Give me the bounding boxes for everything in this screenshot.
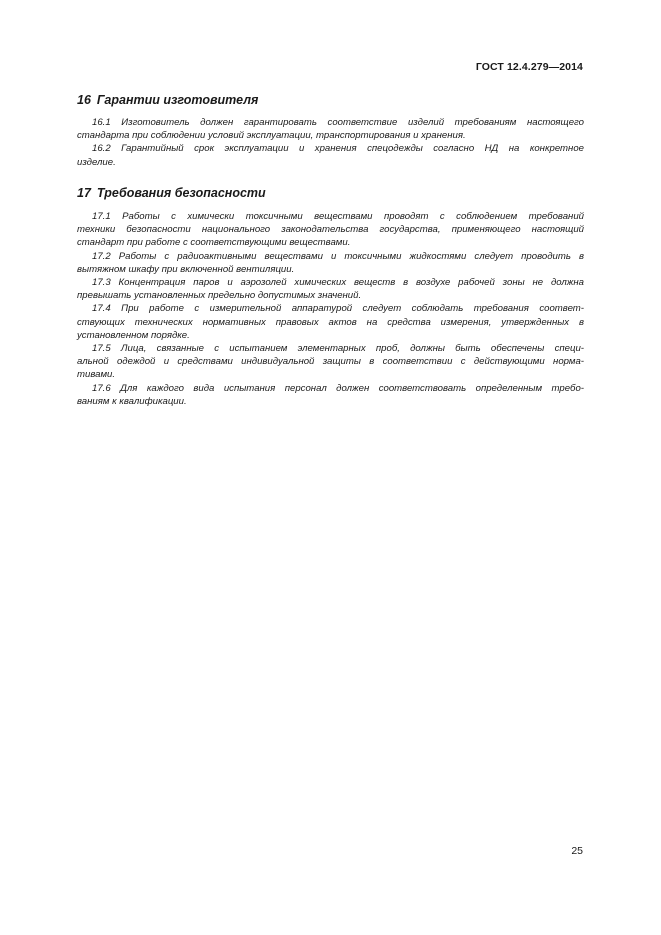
para-17-6-line-1: 17.6 Для каждого вида испытания персонал должен соответствовать определенным требо- [92, 382, 584, 394]
para-17-1-line-3: стандарт при работе с соответствующими веществами. [77, 237, 351, 249]
para-16-1-line-1: 16.1 Изготовитель должен гарантировать соответствие изделий требованиям настоящего [92, 117, 584, 128]
para-16-2-line-2: изделие. [77, 156, 116, 168]
para-16-1-line-2: стандарта при соблюдении условий эксплуатации, транспортирования и хранения. [77, 130, 466, 142]
section-16-body [77, 116, 584, 169]
section-17-title [77, 186, 266, 200]
para-16-2-line-1: 16.2 Гарантийный срок эксплуатации и хранения спецодежды согласно НД на конкретное [92, 143, 584, 155]
para-17-3-line-2: превышать установленных предельно допустимых значений. [77, 290, 362, 302]
para-17-4-line-3: установленном порядке. [77, 329, 190, 341]
para-17-6-line-2: ваниям к квалификации. [77, 395, 187, 407]
para-17-5-line-1: 17.5 Лица, связанные с испытанием элементарных проб, должны быть обеспечены специ- [92, 343, 584, 355]
section-title-text: Требования безопасности [96, 186, 266, 200]
para-17-1-line-2: техники безопасности национального законодательства государства, применяющего настоящий [77, 224, 584, 236]
para-17-3-line-1: 17.3 Концентрация паров и аэрозолей химических веществ в воздухе рабочей зоны не должна [92, 277, 584, 289]
para-17-2-line-1: 17.2 Работы с радиоактивными веществами и токсичными жидкостями следует проводить в [92, 250, 584, 262]
para-17-4-line-1: 17.4 При работе с измерительной аппаратурой следует соблюдать требования соответ- [92, 303, 584, 315]
para-17-5-line-2: альной одеждой и средствами индивидуальной защиты в соответствии с действующими норма- [77, 356, 584, 368]
para-17-5-line-3: тивами. [77, 369, 116, 381]
section-number: 17 [77, 186, 91, 200]
para-17-4-line-2: ствующих технических нормативных правовых актов на средства измерения, утвержденных в [77, 316, 584, 328]
para-17-1-line-1: 17.1 Работы с химически токсичными веществами проводят с соблюдением требований [92, 211, 584, 222]
page-number: 25 [571, 845, 583, 857]
section-17-body [77, 210, 584, 408]
section-number: 16 [77, 93, 91, 107]
para-17-2-line-2: вытяжном шкафу при включенной вентиляции. [77, 263, 295, 275]
section-title-text: Гарантии изготовителя [96, 93, 259, 107]
standard-code: ГОСТ 12.4.279—2014 [475, 61, 583, 73]
section-16-title [77, 93, 258, 107]
